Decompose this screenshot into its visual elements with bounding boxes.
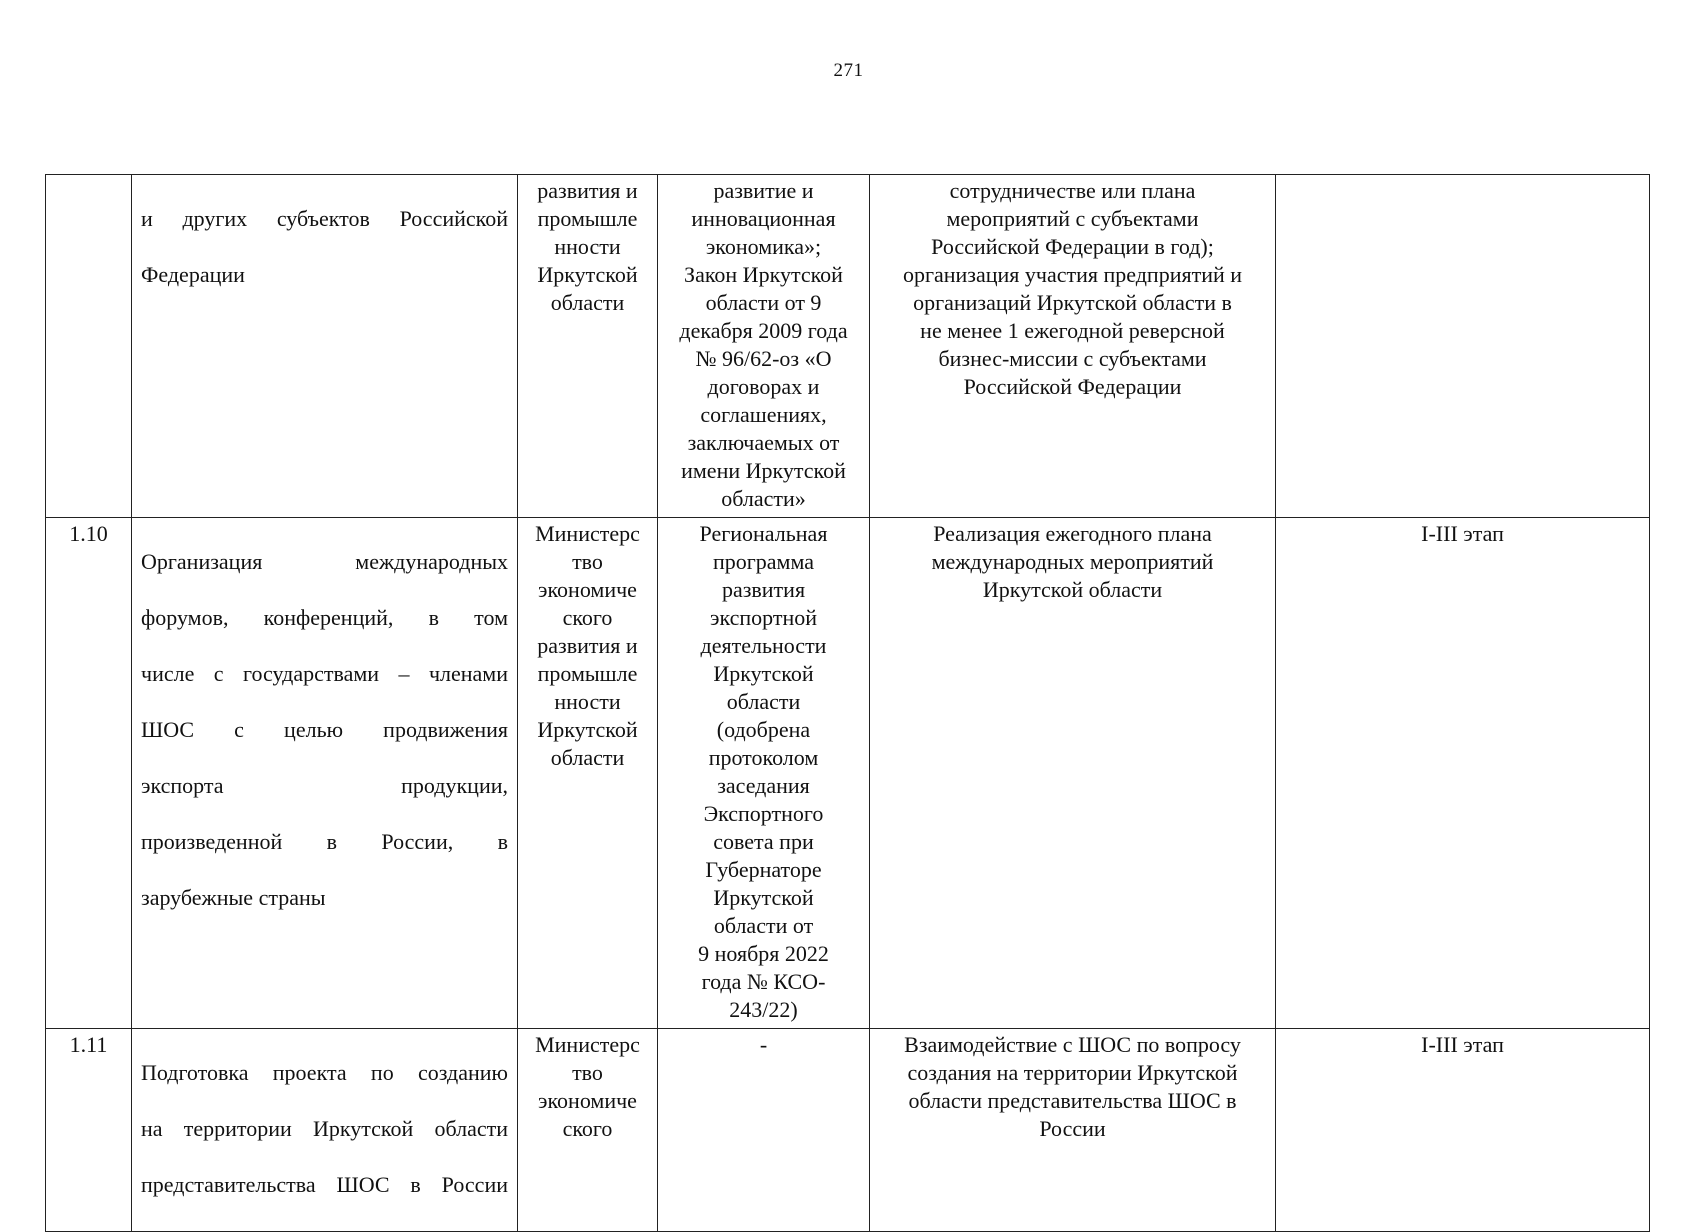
measure-name-line: Федерации — [141, 262, 245, 287]
page-number: 271 — [833, 60, 864, 81]
measure-name-cell — [132, 518, 518, 1029]
measure-name-line: экспорта продукции, — [141, 773, 508, 798]
row-number-cell: 1.11 — [46, 1029, 132, 1232]
measure-name-line: произведенной в России, в — [141, 829, 508, 854]
row-number-cell: 1.10 — [46, 518, 132, 1029]
stage-cell: I-III этап — [1276, 518, 1650, 1029]
stage-cell — [1276, 175, 1650, 518]
measure-name-line: и других субъектов Российской — [141, 206, 508, 231]
measure-name-line: ШОС с целью продвижения — [141, 717, 508, 742]
measure-name-cell — [132, 1029, 518, 1232]
legal-basis-cell: Региональная программа развития экспортной деятельности Иркутской области (одобрена протоколом заседания Экспортного совета при Губернаторе Иркутской области от 9 ноября 2022 года № КСО- 243/22) — [658, 518, 870, 1029]
legal-basis-cell: развитие и инновационная экономика»; Закон Иркутской области от 9 декабря 2009 года № 96/62-оз «О договорах и соглашениях, заключаемых от имени Иркутской области» — [658, 175, 870, 518]
table-row — [46, 175, 1650, 518]
executor-cell: Министерс тво экономиче ского развития и промышле нности Иркутской области — [518, 518, 658, 1029]
row-number-cell — [46, 175, 132, 518]
measure-name-line: форумов, конференций, в том — [141, 605, 508, 630]
expected-result-cell: сотрудничестве или плана мероприятий с субъектами Российской Федерации в год); организация участия предприятий и организаций Иркутской области в не менее 1 ежегодной реверсной бизнес-миссии с субъектами Российской Федерации — [870, 175, 1276, 518]
measures-table — [45, 174, 1650, 1232]
expected-result-cell: Реализация ежегодного плана международных мероприятий Иркутской области — [870, 518, 1276, 1029]
expected-result-cell: Взаимодействие с ШОС по вопросу создания на территории Иркутской области представительства ШОС в России — [870, 1029, 1276, 1232]
measure-name-line: на территории Иркутской области — [141, 1116, 508, 1141]
measure-name-line: числе с государствами – членами — [141, 661, 508, 686]
executor-cell: развития и промышле нности Иркутской области — [518, 175, 658, 518]
table-row — [46, 1029, 1650, 1232]
measure-name-line: представительства ШОС в России — [141, 1172, 508, 1197]
measure-name-line: Организация международных — [141, 549, 508, 574]
measure-name-line: Подготовка проекта по созданию — [141, 1060, 508, 1085]
executor-cell: Министерс тво экономиче ского — [518, 1029, 658, 1232]
table-row — [46, 518, 1650, 1029]
legal-basis-cell: - — [658, 1029, 870, 1232]
measure-name-line: зарубежные страны — [141, 885, 326, 910]
measure-name-cell — [132, 175, 518, 518]
stage-cell: I-III этап — [1276, 1029, 1650, 1232]
